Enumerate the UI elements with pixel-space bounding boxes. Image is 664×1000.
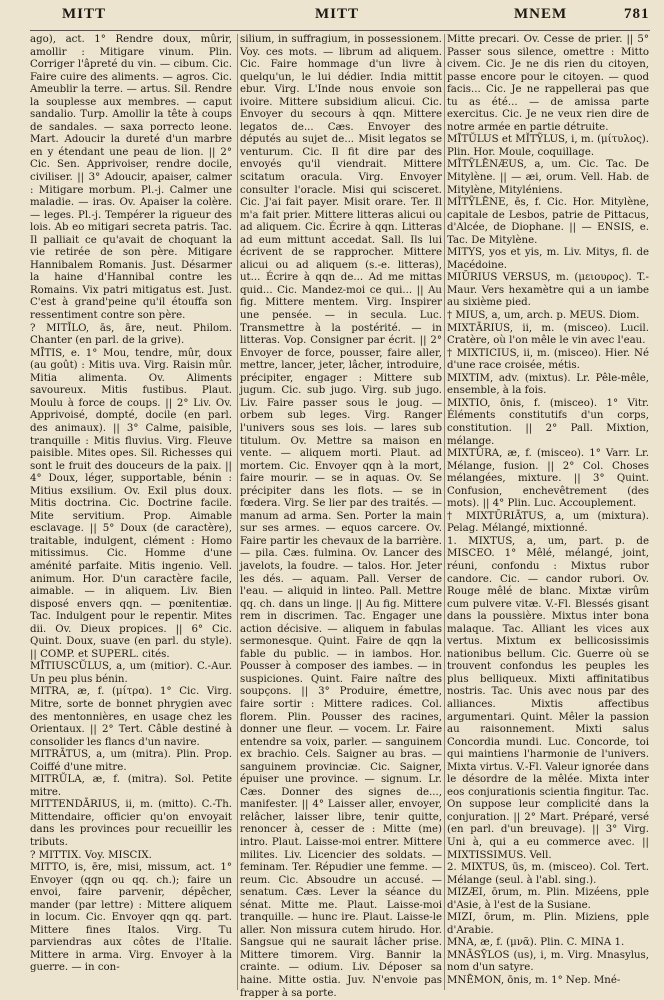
- center-running-head: MITT: [315, 6, 360, 22]
- page-number: 781: [624, 6, 650, 22]
- column-left: [30, 34, 232, 992]
- right-running-head: MNEM: [514, 6, 568, 22]
- column-divider-2: [444, 34, 445, 990]
- entry-mnasylos: MNĀSȲLOS (us), i, m. Virg. Mnasylus, nom d'un satyre.: [447, 949, 649, 974]
- entry-mitylene: MĬTỸLĒNE, ēs, f. Cic. Hor. Mitylène, capitale de Lesbos, patrie de Pittacus, d'Alcée, de Diophane. || — ENSIS, e. Tac. De Mitylène.: [447, 197, 649, 246]
- entry-mitto: MITTO, is, ēre, misi, missum, act. 1° Envoyer (qqn ou qq. ch.); faire un envoi, faire parvenir, dépêcher, mander (par lettre) : Mittere aliquem in locum. Cic. Envoyer qqn qq. part. Mittere fines Italos. Virg. Tu parviendras aux côtes de l'Italie. Mittere in arma. Virg. Envoyer à la guerre. — in con-: [30, 862, 232, 974]
- entry-mizi: MIZI, ōrum, m. Plin. Miziens, pple d'Arabie.: [447, 912, 649, 936]
- entry-mixtio: MIXTIO, ōnis, f. (misceo). 1° Vitr. Éléments constitutifs d'un corps, constitution. || 2° Pall. Mixtion, mélange.: [447, 397, 649, 447]
- entry-mitigo-cont: ago), act. 1° Rendre doux, mûrir, amollir : Mitigare vinum. Plin. Corriger l'âpreté du vin. — cibum. Cic. Faire cuire des aliments. — agros. Cic. Ameublir la terre. — artus. Sil. Rendre la souplesse aux membres. — caput sandalio. Turp. Amollir la tête à coups de sandales. — saxa porrecto leone. Mart. Adoucir la dureté d'un marbre en y étendant une peau de lion. || 2° Cic. Sen. Apprivoiser, rendre docile, civiliser. || 3° Adoucir, apaiser, calmer : Mitigare morbum. Pl.-j. Calmer une maladie. — iras. Ov. Apaiser la colère. — leges. Pl.-j. Tempérer la rigueur des lois. Ab eo mitigari secreta patris. Tac. Il palliait ce qu'avait de choquant la vie retirée de son père. Mitigare Hannibalem Romanis. Just. Désarmer la haine d'Hannibal contre les Romains. Vix patri mitigatus est. Just. C'est à grand'peine qu'il étouffa son ressentiment contre son père.: [30, 34, 232, 322]
- entry-miurius: MIŪRIUS VERSUS, m. (μειουρος). T.-Maur. Vers hexamètre qui a un iambe au sixième pied.: [447, 272, 649, 309]
- entry-mitilo: ? MITĬLO, ās, āre, neut. Philom. Chanter (en parl. de la grive).: [30, 322, 232, 347]
- entry-mitiusculus: MĪTIUSCŬLUS, a, um (mitior). C.-Aur. Un peu plus bénin.: [30, 661, 232, 685]
- entry-mitys: MITYS, yos et yis, m. Liv. Mitys, fl. de Macédoine.: [447, 247, 649, 271]
- header-rule: [30, 30, 650, 31]
- entry-mizaei: MIZÆI, ōrum, m. Plin. Mizéens, pple d'Asie, à l'est de la Susiane.: [447, 887, 649, 911]
- column-middle: [240, 34, 442, 999]
- entry-mnemon: MNĒMON, ōnis, m. 1° Nep. Mné-: [447, 975, 621, 987]
- entry-mixtus-2: 2. MIXTUS, ūs, m. (misceo). Col. Tert. Mélange (seul. à l'abl. sing.).: [447, 862, 649, 886]
- entry-mixtim: MIXTIM, adv. (mixtus). Lr. Pêle-mêle, ensemble, à la fois.: [447, 372, 649, 397]
- entry-mixticius: † MIXTICIUS, ii, m. (misceo). Hier. Né d'une race croisée, métis.: [447, 347, 649, 372]
- entry-mna: MNA, æ, f. (μνᾶ). Plin. C. MINA 1.: [447, 937, 625, 949]
- entry-mixtura: MIXTŪRA, æ, f. (misceo). 1° Varr. Lr. Mélange, fusion. || 2° Col. Choses mélangées, mixture. || 3° Quint. Confusion, enchevêtrement (des mots). || 4° Plin. Luc. Accouplement.: [447, 448, 649, 510]
- entry-mittendarius: MITTENDĀRIUS, ii, m. (mitto). C.-Th. Mittendaire, officier qu'on envoyait dans les provinces pour recueillir les tributs.: [30, 799, 232, 848]
- page-header: [0, 4, 664, 28]
- entry-mitulus: MĪTŬLUS et MĬTỸLUS, i, m. (μίτυλος). Plin. Hor. Moule, coquillage.: [447, 134, 649, 158]
- column-right: [447, 34, 649, 992]
- entry-mittix: ? MITTIX. Voy. MISCIX.: [30, 849, 152, 861]
- entry-mitto-cont: silium, in suffragium, in possessionem. Voy. ces mots. — librum ad aliquem. Cic. Faire hommage d'un livre à quelqu'un, le lui dédier. India mittit ebur. Virg. L'Inde nous envoie son ivoire. Mittere subsidium alicui. Cic. Envoyer du secours à qqn. Mittere legatos de... Cæs. Envoyer des députés au sujet de... Misit legatos se venturum. Cic. Il fit dire par des envoyés qu'il viendrait. Mittere scitatum oracula. Virg. Envoyer consulter l'oracle. Misi qui scisceret. Cic. J'ai fait payer. Misit orare. Ter. Il m'a fait prier. Mittere litteras alicui ou ad aliquem. Cic. Écrire à qqn. Litteras ad eum mittunt accedat. Sall. Ils lui écrivent de se rapprocher. Mittere alicui ou ad aliquem (s.-e. litteras), ut... Écrire à qqn de... Ad me mittas quid... Cic. Mandez-moi ce qui... || Au fig. Mittere mentem. Virg. Inspirer une pensée. — in secula. Luc. Transmettre à la postérité. — in litteras. Vop. Consigner par écrit. || 2° Envoyer de force, pousser, faire aller, mettre, lancer, jeter, lâcher, introduire, précipiter, engager : Mittere sub jugum. Cic. sub jugo. Virg. sub jugo. Liv. Faire passer sous le joug. — orbem sub leges. Virg. Ranger l'univers sous ses lois. — lares sub titulum. Ov. Mettre sa maison en vente. — aliquem morti. Plaut. ad mortem. Cic. Envoyer qqn à la mort, faire mourir. — se in aquas. Ov. Se précipiter dans les flots. — se in fœdera. Virg. Se lier par des traités. — manum ad arma. Sen. Porter la main sur ses armes. — equos carcere. Ov. Faire partir les chevaux de la barrière. — pila. Cæs. fulmina. Ov. Lancer des javelots, la foudre. — talos. Hor. Jeter les dés. — aquam. Pall. Verser de l'eau. — aliquid in linteo. Pall. Mettre qq. ch. dans un linge. || Au fig. Mittere rem in discrimen. Tac. Engager une action décisive. — aliquem in fabulas sermonesque. Quint. Faire de qqn la fable du public. — in iambos. Hor. Pousser à composer des iambes. — in suspiciones. Quint. Faire naître des soupçons. || 3° Produire, émettre, faire sortir : Mittere radices. Col. florem. Plin. Pousser des racines, donner une fleur. — vocem. Lr. Faire entendre sa voix, parler. — sanguinem ex brachio. Cels. Saigner au bras. — sanguinem provinciæ. Cic. Saigner, épuiser une province. — signum. Lr. Cæs. Donner des signes de..., manifester. || 4° Laisser aller, envoyer, relâcher, laisser libre, tenir quitte, renoncer à, cesser de : Mitte (me) intro. Plaut. Laisse-moi entrer. Mittere milites. Liv. Licencier des soldats. — feminam. Ter. Répudier une femme. — reum. Cic. Absoudre un accusé. — senatum. Cæs. Lever la séance du sénat. Mitte me. Plaut. Laisse-moi tranquille. — hunc ire. Plaut. Laisse-le aller. Non missura cutem hirudo. Hor. Sangsue qui ne saurait lâcher prise. Mittere timorem. Virg. Bannir la crainte. — odium. Liv. Déposer sa haine. Mitte ostia. Juv. N'envoie pas frapper à sa porte.: [240, 34, 442, 999]
- entry-mitis: MĪTIS, e. 1° Mou, tendre, mûr, doux (au goût) : Mitis uva. Virg. Raisin mûr. Mitia alimenta. Ov. Aliments savoureux. Mitis fustibus. Plaut. Moulu à force de coups. || 2° Liv. Ov. Apprivoisé, dompté, docile (en parl. des animaux). || 3° Calme, paisible, tranquille : Mitis fluvius. Virg. Fleuve paisible. Mites opes. Sil. Richesses qui sont le fruit des douceurs de la paix. || 4° Doux, léger, supportable, bénin : Mitius exsilium. Ov. Exil plus doux. Mitis doctrina. Cic. Doctrine facile. Mite servitium. Prop. Aimable esclavage. || 5° Doux (de caractère), traitable, indulgent, clément : Homo mitissimus. Cic. Homme d'une aménité parfaite. Mitis ingenio. Vell. animum. Hor. D'un caractère facile, aimable. — in aliquem. Liv. Bien disposé envers qqn. — pœnitentiæ. Tac. Indulgent pour le repentir. Mites dii. Ov. Dieux propices. || 6° Cic. Quint. Doux, suave (en parl. du style). || COMP. et SUPERL. cités.: [30, 347, 232, 660]
- entry-mitra: MITRA, æ, f. (μίτρα). 1° Cic. Virg. Mitre, sorte de bonnet phrygien avec des mentonnières, en usage chez les Orientaux. || 2° Tert. Câble destiné à consolider les flancs d'un navire.: [30, 686, 232, 748]
- entry-mitylenaeus: MĬTỸLĒNÆUS, a, um. Cic. Tac. De Mitylène. || — æi, orum. Vell. Hab. de Mitylène, Mityléniens.: [447, 159, 649, 196]
- entry-mitto-end: Mitte precari. Ov. Cesse de prier. || 5° Passer sous silence, omettre : Mitto civem. Cic. Je ne dis rien du citoyen, passe encore pour le citoyen. — quod facis... Cic. Je ne rappellerai pas que tu as été... — de amissa parte exercitus. Cic. Je ne veux rien dire de notre armée en partie détruite.: [447, 34, 649, 133]
- entry-mitratus: MITRĀTUS, a, um (mitra). Plin. Prop. Coiffé d'une mitre.: [30, 749, 232, 773]
- column-divider-1: [237, 34, 238, 990]
- left-running-head: MITT: [62, 6, 107, 22]
- entry-mixtus-1: 1. MIXTUS, a, um, part. p. de MISCEO. 1° Mêlé, mélangé, joint, réuni, confondu : Mixtus rubor candore. Cic. — candor rubori. Ov. Rouge mêlé de blanc. Mixtæ virûm cum pulvere vitæ. V.-Fl. Blessés gisant dans la poussière. Mixtus inter bona malaque. Tac. Alliant les vices aux vertus. Mixtum ex bellicosissimis nationibus bellum. Cic. Guerre où se trouvent confondus les peuples les plus belliqueux. Mixti affinitatibus nostris. Tac. Unis avec nous par des alliances. Mixtis affectibus argumentari. Quint. Mêler la passion au raisonnement. Mixti salus Concordia mundi. Luc. Concorde, toi qui maintiens l'harmonie de l'univers. Mixta virtus. V.-Fl. Valeur ignorée dans le désordre de la mêlée. Mixta inter eos conjurationis scientia fingitur. Tac. On suppose leur complicité dans la conjuration. || 2° Mart. Préparé, versé (en parl. d'un breuvage). || 3° Virg. Uni à, qui a eu commerce avec. || MIXTISSIMUS. Vell.: [447, 535, 649, 861]
- entry-mixtarius: MIXTĀRIUS, ii, m. (misceo). Lucil. Cratère, où l'on mêle le vin avec l'eau.: [447, 322, 649, 347]
- entry-mitrula: MITRŬLA, æ, f. (mitra). Sol. Petite mitre.: [30, 774, 232, 798]
- entry-mius: † MIUS, a, um, arch. p. MEUS. Diom.: [447, 310, 640, 322]
- entry-mixturiatus: † MIXTŪRIĀTUS, a, um (mixtura). Pelag. Mélangé, mixtionné.: [447, 510, 649, 535]
